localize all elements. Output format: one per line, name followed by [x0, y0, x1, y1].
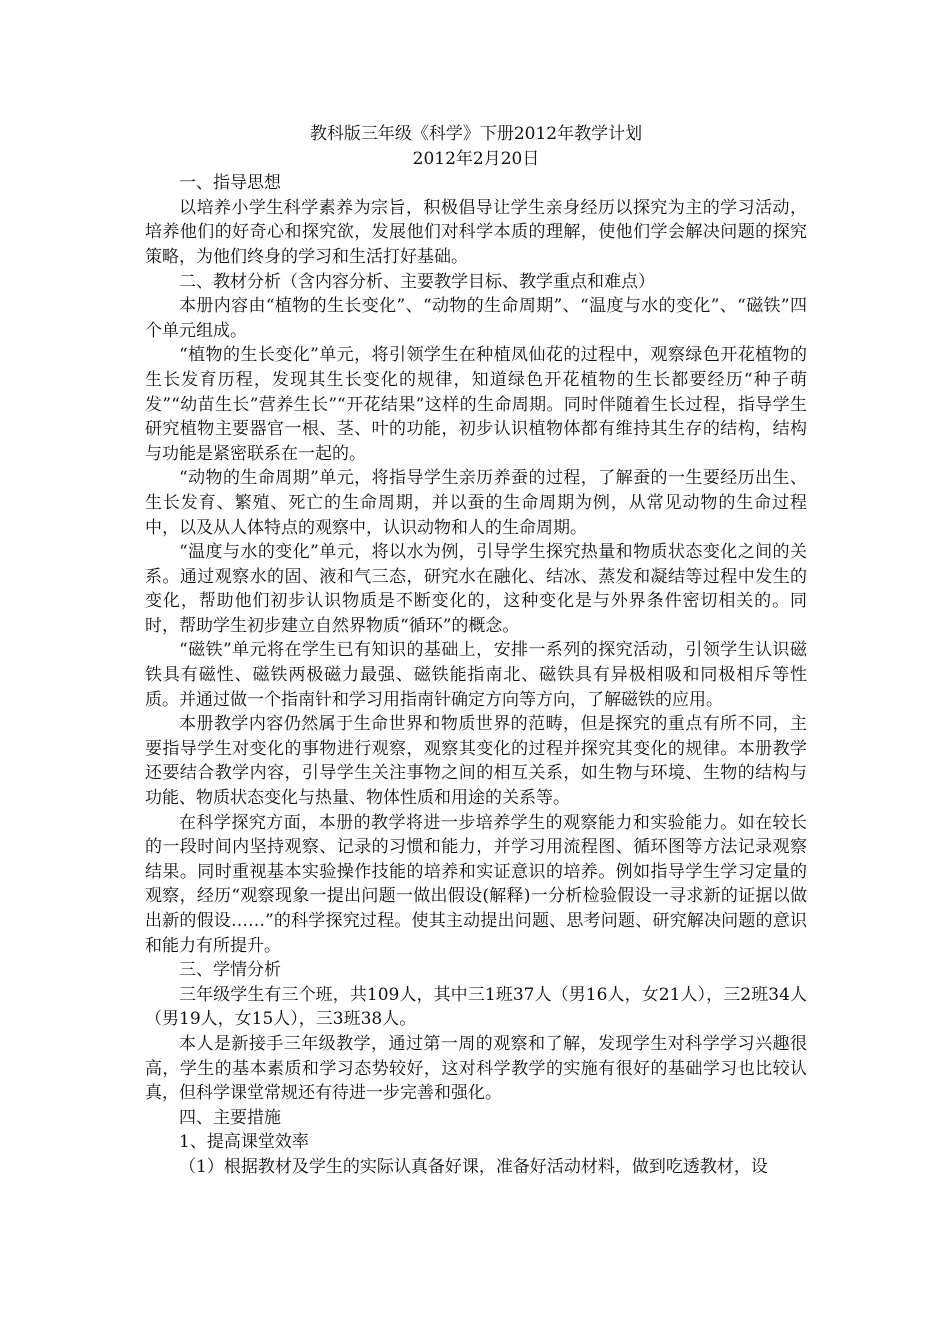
paragraph-measure-1-1: （1）根据教材及学生的实际认真备好课，准备好活动材料，做到吃透教材，设	[179, 1156, 768, 1177]
section-heading-textbook-analysis: 二、教材分析（含内容分析、主要教学目标、教学重点和难点）	[179, 271, 655, 292]
paragraph-teaching-scope: 本册教学内容仍然属于生命世界和物质世界的范畴，但是探究的重点有所不同，主要指导学生对变化的事物进行观察，观察其变化的过程并探究其变化的规律。本册教学还要结合教学内容，引导学生关注事物之间的相互关系，如生物与环境、生物的结构与功能、物质状态变化与热量、物体性质和用途的关系等。	[145, 714, 807, 809]
paragraph-inquiry: 在科学探究方面，本册的教学将进一步培养学生的观察能力和实验能力。如在较长的一段时间内坚持观察、记录的习惯和能力，并学习用流程图、循环图等方法记录观察结果。同时重视基本实验操作技能的培养和实证意识的培养。例如指导学生学习定量的观察，经历“观察现象一提出问题一做出假设(解释)一分析检验假设一寻求新的证据以做出新的假设……”的科学探究过程。使其主动提出问题、思考问题、研究解决问题的意识和能力有所提升。	[145, 812, 807, 956]
document-date: 2012年2月20日	[412, 148, 540, 169]
paragraph-class-count: 三年级学生有三个班，共109人，其中三1班37人（男16人，女21人），三2班34人（男19人，女15人），三3班38人。	[145, 984, 807, 1030]
section-heading-student-analysis: 三、学情分析	[179, 960, 281, 981]
paragraph-plant-unit: “植物的生长变化”单元，将引领学生在种植凤仙花的过程中，观察绿色开花植物的生长发育历程，发现其生长变化的规律，知道绿色开花植物的生长都要经历“种子萌发”“幼苗生长”营养生长”“开花结果”这样的生命周期。同时伴随着生长过程，指导学生研究植物主要器官一根、茎、叶的功能，初步认识植物体都有维持其生存的结构，结构与功能是紧密联系在一起的。	[145, 345, 807, 464]
paragraph-magnet-unit: “磁铁”单元将在学生已有知识的基础上，安排一系列的探究活动，引领学生认识磁铁具有磁性、磁铁两极磁力最强、磁铁能指南北、磁铁具有异极相吸和同极相斥等性质。并通过做一个指南针和学习用指南针确定方向等方向，了解磁铁的应用。	[145, 640, 807, 710]
paragraph-animal-unit: “动物的生命周期”单元，将指导学生亲历养蚕的过程，了解蚕的一生要经历出生、生长发育、繁殖、死亡的生命周期，并以蚕的生命周期为例，从常见动物的生命过程中，以及从人体特点的观察中，认识动物和人的生命周期。	[145, 468, 807, 538]
section-heading-measures: 四、主要措施	[179, 1107, 281, 1128]
paragraph-guiding-idea: 以培养小学生科学素养为宗旨，积极倡导让学生亲身经历以探究为主的学习活动，培养他们的好奇心和探究欲，发展他们对科学本质的理解，使他们学会解决问题的探究策略，为他们终身的学习和生活打好基础。	[145, 197, 807, 267]
paragraph-content-overview: 本册内容由“植物的生长变化”、“动物的生命周期”、“温度与水的变化”、“磁铁”四个单元组成。	[145, 296, 807, 341]
document-page	[145, 122, 807, 1180]
paragraph-measure-1: 1、提高课堂效率	[179, 1132, 309, 1153]
paragraph-student-status: 本人是新接手三年级教学，通过第一周的观察和了解，发现学生对科学学习兴趣很高，学生的基本素质和学习态势较好，这对科学教学的实施有很好的基础学习也比较认真，但科学课堂常规还有待进一步完善和强化。	[145, 1033, 807, 1104]
paragraph-water-unit: “温度与水的变化”单元，将以水为例，引导学生探究热量和物质状态变化之间的关系。通过观察水的固、液和气三态，研究水在融化、结冰、蒸发和凝结等过程中发生的变化，帮助他们初步认识物质是不断变化的，这种变化是与外界条件密切相关的。同时，帮助学生初步建立自然界物质“循环”的概念。	[145, 542, 807, 636]
section-heading-guiding-idea: 一、指导思想	[179, 173, 281, 194]
document-title: 教科版三年级《科学》下册2012年教学计划	[309, 124, 643, 144]
